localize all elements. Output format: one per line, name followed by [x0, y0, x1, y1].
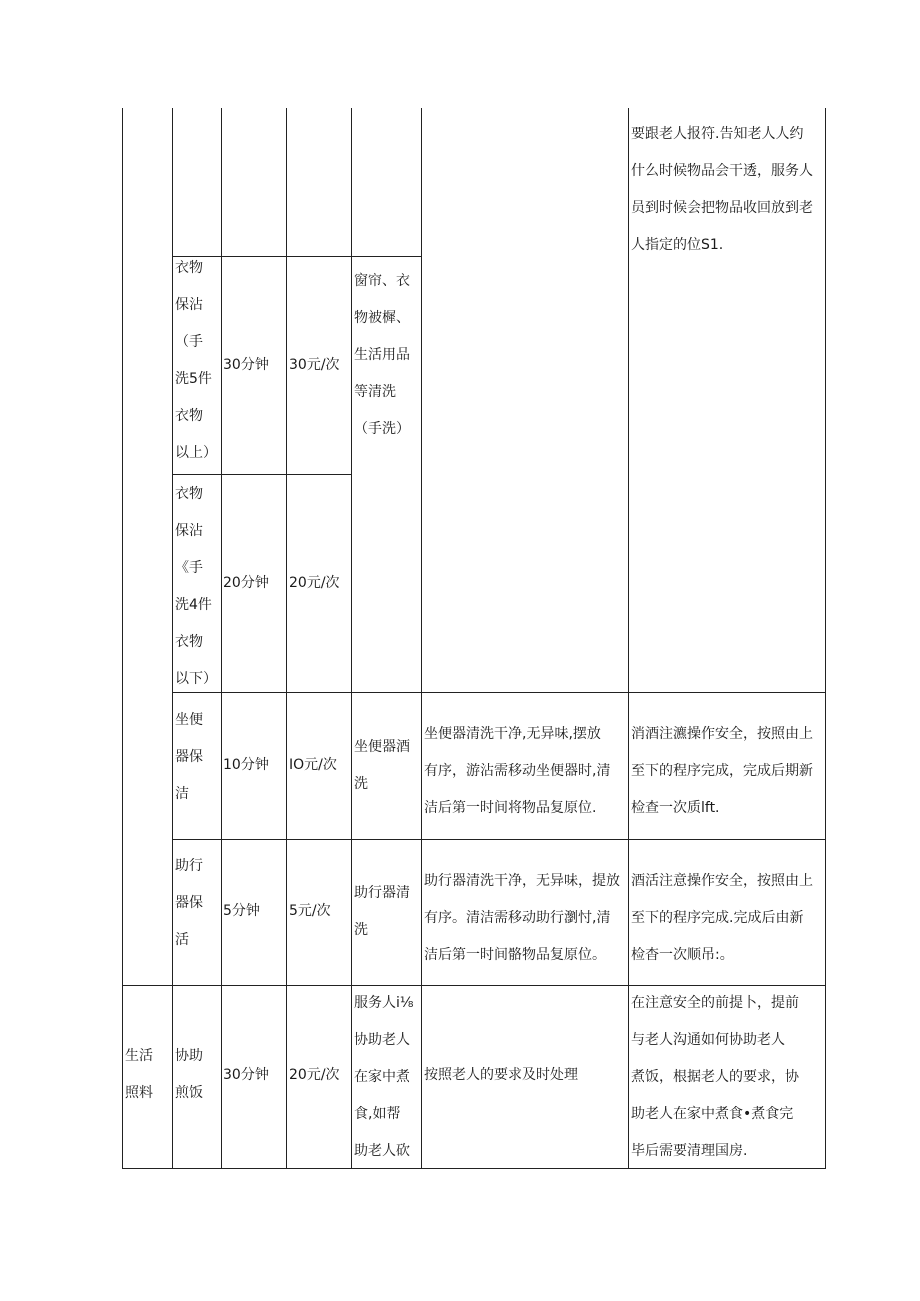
clothes-5plus-duration: 30分钟 [223, 357, 269, 373]
toilet-requirement: 坐便器清洗干净,无异味,摆放 有序，游沾需移动坐便器时,清 洁后第一时间将物品复原位. [424, 726, 611, 816]
cooking-item: 协助 煎饭 [175, 1048, 203, 1101]
toilet-standard: 消酒注瀌操作安全，按照由上 至下的程序完成，完成后期新 检查一次质lft. [631, 726, 813, 816]
walker-standard: 酒活注意操作安全，按照由上 至下的程序完成.完成后由新 检杳一次顺吊:。 [631, 873, 813, 963]
grid-line [172, 839, 826, 840]
grid-line [351, 108, 352, 1169]
grid-line [172, 108, 173, 1169]
grid-line [421, 108, 422, 1169]
grid-line [172, 474, 351, 475]
toilet-item: 坐便 器保 洁 [175, 712, 203, 802]
walker-price: 5元/次 [289, 903, 331, 919]
cooking-requirement: 按照老人的要求及时处理 [424, 1067, 578, 1083]
toilet-duration: 10分钟 [223, 757, 269, 773]
grid-line [221, 108, 222, 1169]
walker-content: 助行器清 洗 [354, 885, 410, 938]
clothes-content: 窗帘、衣 物被樨、 生活用品 等清洗 （手洗） [354, 273, 410, 437]
walker-requirement: 助行器清洗干净，无异味，提放 有序。清洁需移动助行瀏忖,清 洁后第一时间骼物品复原位。 [424, 873, 620, 963]
cooking-price: 20元/次 [289, 1067, 340, 1083]
clothes-4less-item: 衣物 保沾 《手 洗4件 衣物 以下） [175, 486, 217, 687]
walker-duration: 5分钟 [223, 903, 260, 919]
clothes-4less-price: 20元/次 [289, 575, 340, 591]
grid-line [825, 108, 826, 1169]
toilet-price: IO元/次 [289, 757, 337, 773]
toilet-content: 坐便器酒 洗 [354, 739, 410, 792]
cooking-duration: 30分钟 [223, 1067, 269, 1083]
grid-line [286, 108, 287, 1169]
cooking-standard: 在注意安全的前提卜，提前 与老人沟通如何协助老人 煮饭，根据老人的要求，协 助老人在家中煮食•煮食完 毕后需要清理国房. [631, 995, 799, 1159]
grid-line [122, 108, 123, 1169]
clothes-4less-duration: 20分钟 [223, 575, 269, 591]
top-standard-cell: 要跟老人报符.告知老人人约 什么时候物品会干透，服务人 员到时候会把物品收回放到老 人指定的位S1. [631, 126, 813, 253]
grid-line [172, 692, 826, 693]
grid-line [628, 108, 629, 1169]
cooking-category: 生活 照料 [125, 1048, 153, 1101]
walker-item: 助行 器保 活 [175, 858, 203, 948]
cooking-content: 服务人i⅛ 协助老人 在家中煮 食,如帮 助老人砍 [354, 995, 414, 1159]
clothes-5plus-price: 30元/次 [289, 357, 340, 373]
clothes-5plus-item: 衣物 保沾 （手 洗5件 衣物 以上） [175, 260, 217, 461]
